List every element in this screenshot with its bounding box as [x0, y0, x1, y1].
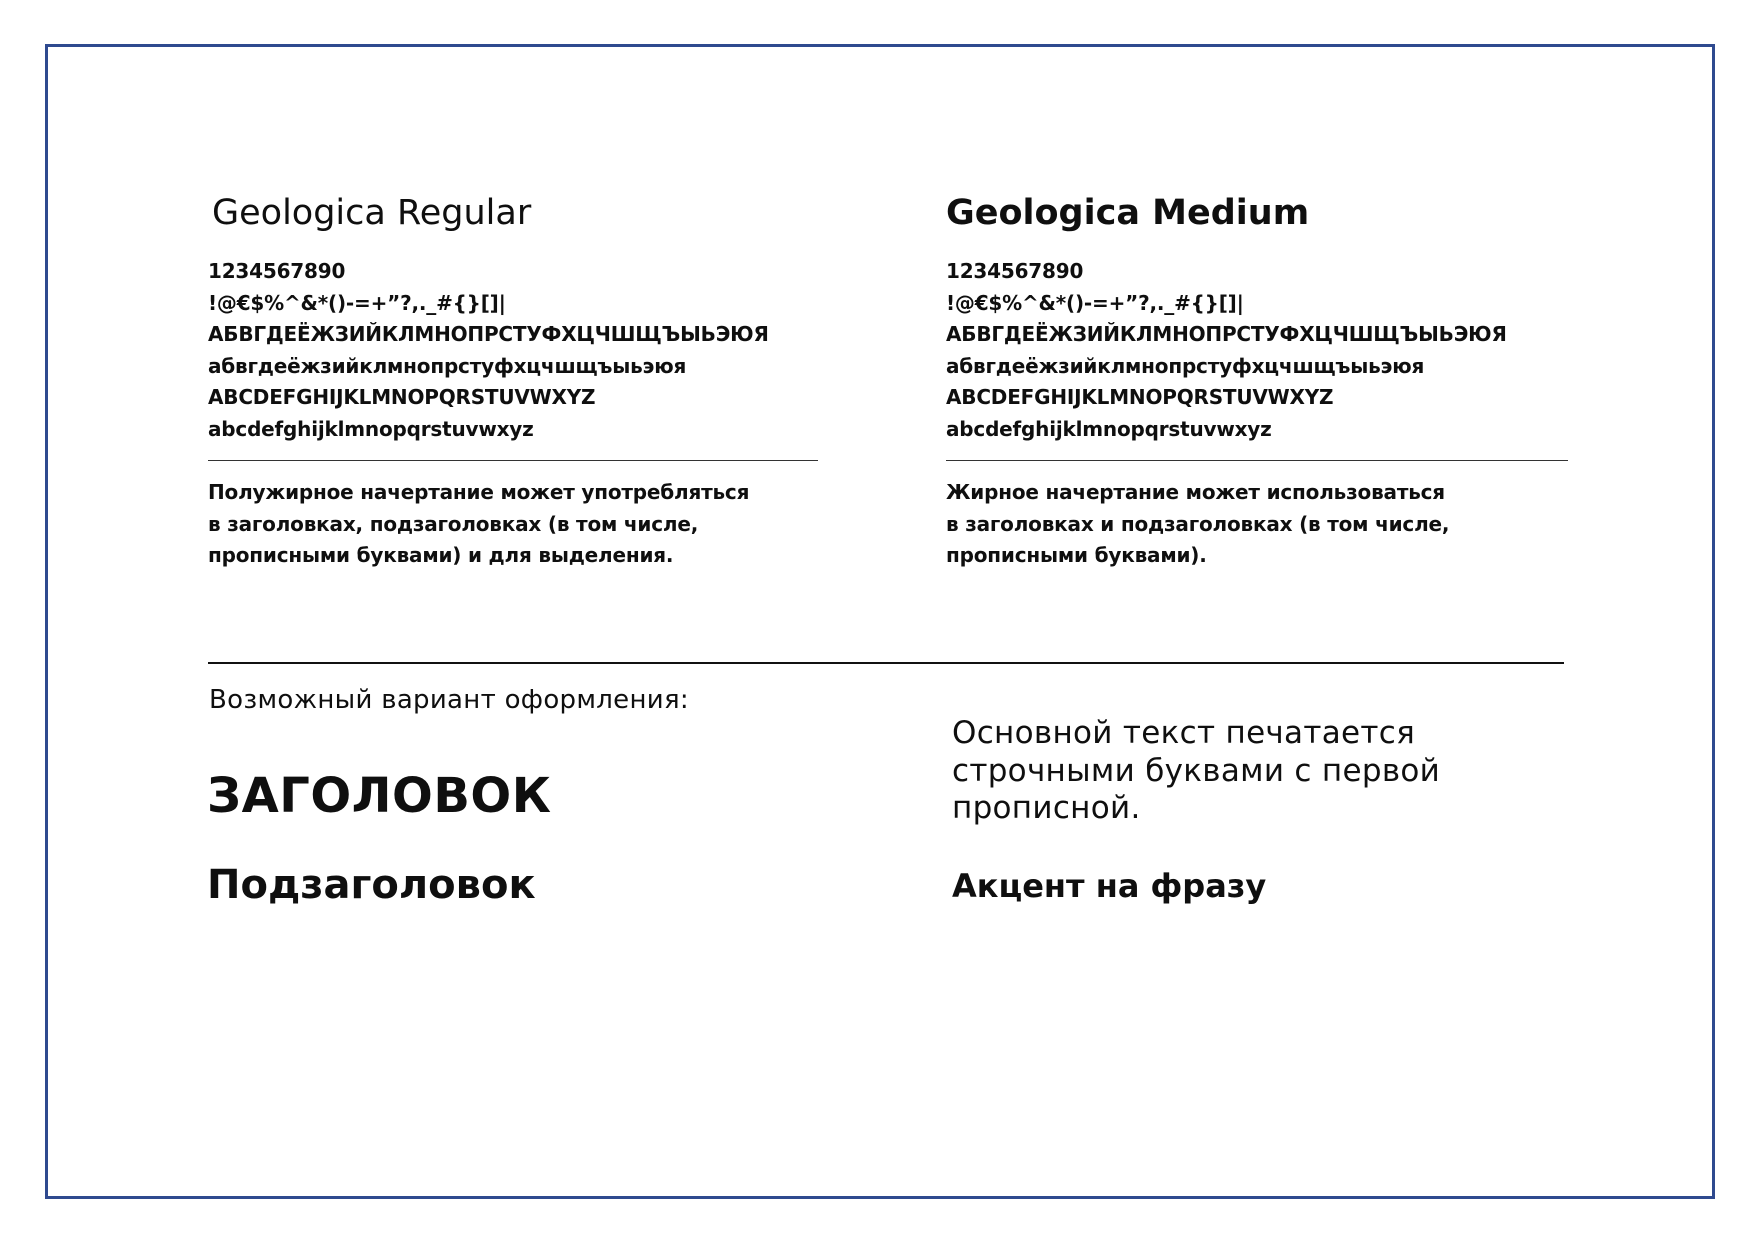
font-title-regular: Geologica Regular: [212, 193, 532, 233]
body-text-line: Основной текст печатается: [952, 715, 1416, 751]
font-specimen-regular: [208, 190, 818, 572]
example-subheading: Подзаголовок: [207, 862, 536, 908]
sample-cyrillic-upper: АБВГДЕЁЖЗИЙКЛМНОПРСТУФХЦЧШЩЪЫЬЭЮЯ: [946, 322, 1507, 346]
description-medium: [946, 477, 1566, 572]
description-line: Жирное начертание может использоваться: [946, 480, 1445, 504]
description-line: прописными буквами).: [946, 543, 1207, 567]
description-line: прописными буквами) и для выделения.: [208, 543, 674, 567]
sample-latin-upper: ABCDEFGHIJKLMNOPQRSTUVWXYZ: [208, 385, 596, 409]
sample-cyrillic-lower: абвгдеёжзийклмнопрстуфхцчшщъыьэюя: [946, 353, 1425, 378]
sample-symbols: !@€$%^&*()-=+”?,._#{}[]|: [208, 290, 506, 315]
sample-symbols: !@€$%^&*()-=+”?,._#{}[]|: [946, 290, 1244, 315]
sample-digits: 1234567890: [208, 259, 346, 283]
description-line: в заголовках и подзаголовках (в том числе,: [946, 511, 1450, 536]
sample-latin-lower: abcdefghijklmnopqrstuvwxyz: [946, 416, 1272, 441]
sample-latin-upper: ABCDEFGHIJKLMNOPQRSTUVWXYZ: [946, 385, 1334, 409]
example-heading: ЗАГОЛОВОК: [207, 768, 552, 824]
glyph-samples-medium: [946, 256, 1566, 445]
sample-digits: 1234567890: [946, 259, 1084, 283]
font-specimen-medium: [946, 190, 1566, 572]
description-line: Полужирное начертание может употребляться: [208, 480, 750, 504]
example-body-text: [952, 715, 1552, 828]
sample-cyrillic-lower: абвгдеёжзийклмнопрстуфхцчшщъыьэюя: [208, 353, 687, 378]
sample-latin-lower: abcdefghijklmnopqrstuvwxyz: [208, 416, 534, 441]
example-accent-phrase: Акцент на фразу: [952, 867, 1267, 905]
example-label: Возможный вариант оформления:: [209, 685, 689, 715]
description-line: в заголовках, подзаголовках (в том числе,: [208, 511, 699, 536]
font-title-medium: Geologica Medium: [946, 193, 1310, 233]
body-text-line: строчными буквами с первой: [952, 752, 1441, 789]
divider-regular: [208, 460, 818, 461]
glyph-samples-regular: [208, 256, 818, 445]
body-text-line: прописной.: [952, 790, 1141, 826]
section-divider: [208, 662, 1564, 664]
divider-medium: [946, 460, 1568, 461]
sample-cyrillic-upper: АБВГДЕЁЖЗИЙКЛМНОПРСТУФХЦЧШЩЪЫЬЭЮЯ: [208, 322, 769, 346]
description-regular: [208, 477, 818, 572]
